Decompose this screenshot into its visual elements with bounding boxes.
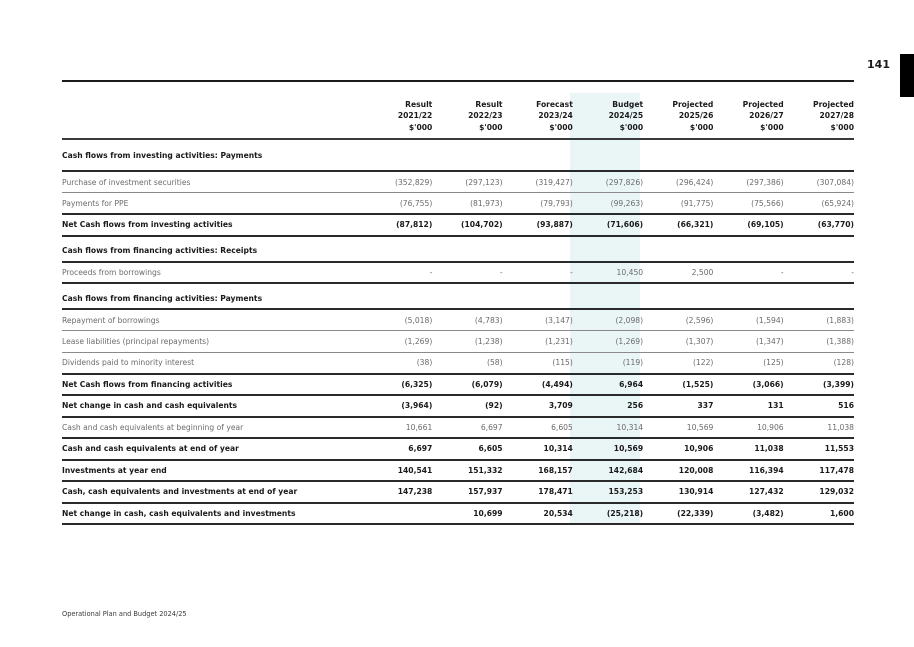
row-label: Net change in cash, cash equivalents and investments [62,508,296,518]
row-label: Cash, cash equivalents and investments at end of year [62,487,298,497]
cell: 6,964 [619,379,644,389]
total-row [62,503,854,525]
cell: (93,887) [536,220,573,230]
cell: 6,605 [478,444,503,454]
cell: 20,534 [543,508,573,518]
cell: (3,399) [823,379,854,389]
cell: (71,606) [606,220,644,230]
cell: 168,157 [538,465,573,475]
cell: (81,973) [470,198,503,208]
cell: 256 [627,401,644,411]
cell: (297,123) [465,177,503,187]
cell: (66,321) [677,220,714,230]
cell: (297,386) [746,177,784,187]
cell: - [851,267,854,277]
row-label: Dividends paid to minority interest [62,358,195,367]
table-row [62,171,854,193]
cell: (115) [552,358,573,367]
cell: (104,702) [461,220,503,230]
cell: (6,079) [471,379,503,389]
cell: 10,906 [757,422,784,432]
cell [362,503,432,525]
cell: (1,388) [826,336,854,346]
row-label: Cash and cash equivalents at end of year [62,444,239,454]
section-heading-row [62,139,854,171]
cell: 10,699 [473,508,503,518]
table-row [62,309,854,331]
cell: (122) [692,358,714,367]
cell: 130,914 [678,487,714,497]
cell: (1,307) [685,336,714,346]
header-label-blank [62,92,362,139]
cell: (87,812) [396,220,433,230]
cell: 10,314 [543,444,573,454]
cell: 10,314 [616,422,644,432]
row-label: Proceeds from borrowings [62,267,161,277]
cell: (1,231) [545,336,573,346]
cell: 153,253 [608,487,644,497]
cell: (297,826) [605,177,644,187]
cell: 1,600 [829,508,854,518]
page-edge-tab [900,54,914,97]
cell: (1,594) [755,315,784,325]
cell: (1,525) [682,379,714,389]
total-row [62,481,854,503]
cell: 6,697 [480,422,503,432]
cell: (128) [833,358,854,367]
cell: (1,269) [404,336,433,346]
cell: (5,018) [404,315,433,325]
cell: - [499,267,503,277]
cell: (319,427) [535,177,573,187]
section-heading-row [62,236,854,262]
cell: (3,147) [545,315,573,325]
cell: (119) [622,358,644,367]
column-header-budget: Budget 2024/25 $'000 [608,99,644,133]
cell: (1,347) [755,336,784,346]
cell: 516 [838,401,854,411]
column-header: Projected 2026/27 $'000 [742,99,784,133]
row-label: Cash flows from financing activities: Payments [62,293,263,303]
cell: 131 [767,401,784,411]
page-footer: Operational Plan and Budget 2024/25 [62,610,187,618]
cell: 2,500 [691,267,714,277]
cell: (76,755) [399,198,433,208]
page-number: 141 [867,58,890,71]
row-label: Cash and cash equivalents at beginning of year [62,422,244,432]
cell: (92) [485,401,503,411]
cell: (2,596) [685,315,714,325]
cell: 120,008 [678,465,714,475]
cell: - [429,267,433,277]
total-row [62,374,854,396]
cell: (38) [416,358,433,367]
row-label: Net Cash flows from investing activities [62,220,233,230]
cell: 140,541 [397,465,433,475]
cell: (4,494) [541,379,573,389]
row-label: Cash flows from investing activities: Payments [62,150,263,160]
cell: (6,325) [401,379,433,389]
table-row [62,417,854,439]
cell: 337 [697,401,714,411]
cell: 178,471 [538,487,573,497]
cell: 10,569 [613,444,644,454]
cell: (65,924) [821,198,854,208]
cell: (125) [763,358,784,367]
row-label: Cash flows from financing activities: Receipts [62,246,258,255]
cell: 6,605 [551,422,573,432]
cell: 116,394 [749,465,784,475]
table-row [62,331,854,353]
row-label: Purchase of investment securities [62,177,191,187]
cell: (63,770) [817,220,854,230]
cell: 129,032 [819,487,854,497]
cell: - [780,267,784,277]
row-label: Net change in cash and cash equivalents [62,401,238,411]
cell: 10,661 [405,422,433,432]
cell: - [570,267,573,277]
cell: 11,038 [754,444,784,454]
total-row [62,214,854,236]
cell: (352,829) [394,177,433,187]
cell: 151,332 [467,465,503,475]
cell: 6,697 [408,444,433,454]
row-label: Repayment of borrowings [62,315,160,325]
row-label: Net Cash flows from financing activities [62,379,233,389]
cell: (58) [486,358,503,367]
cell: 127,432 [749,487,784,497]
cell: 11,038 [827,422,854,432]
cell: (79,793) [540,198,573,208]
cell: (99,263) [610,198,644,208]
row-label: Investments at year end [62,465,167,475]
total-row [62,438,854,460]
row-label: Lease liabilities (principal repayments) [62,336,210,346]
cell: (25,218) [606,508,644,518]
cell: (4,783) [474,315,503,325]
cell: (3,066) [752,379,784,389]
cell: 10,450 [616,267,644,277]
total-row [62,395,854,417]
cell: (2,098) [615,315,644,325]
table-row [62,352,854,374]
cell: (69,105) [747,220,784,230]
total-row [62,460,854,482]
cash-flow-table [62,92,854,525]
cell: 11,553 [824,444,854,454]
column-header: Projected 2025/26 $'000 [672,99,714,133]
table-header-row [62,92,854,139]
cell: (1,238) [474,336,503,346]
cell: (1,269) [615,336,644,346]
cell: (75,566) [751,198,784,208]
table-row [62,262,854,284]
cell: (22,339) [677,508,714,518]
column-header: Result 2022/23 $'000 [468,99,503,133]
cell: (307,084) [816,177,854,187]
cell: 157,937 [467,487,503,497]
cell: 142,684 [608,465,644,475]
cell: (1,883) [826,315,854,325]
cell: 3,709 [548,401,573,411]
column-header: Result 2021/22 $'000 [397,99,433,133]
cell: (296,424) [676,177,714,187]
row-label: Payments for PPE [62,198,129,208]
column-header: Forecast 2023/24 $'000 [536,99,573,133]
section-heading-row [62,283,854,309]
table-row [62,193,854,215]
column-header: Projected 2027/28 $'000 [813,99,854,133]
cell: 147,238 [397,487,433,497]
table-top-rule [62,80,854,82]
cell: 10,906 [684,444,714,454]
cell: (3,964) [401,401,433,411]
cell: (3,482) [752,508,784,518]
cell: (91,775) [680,198,714,208]
cell: 10,569 [686,422,714,432]
cell: 117,478 [819,465,854,475]
